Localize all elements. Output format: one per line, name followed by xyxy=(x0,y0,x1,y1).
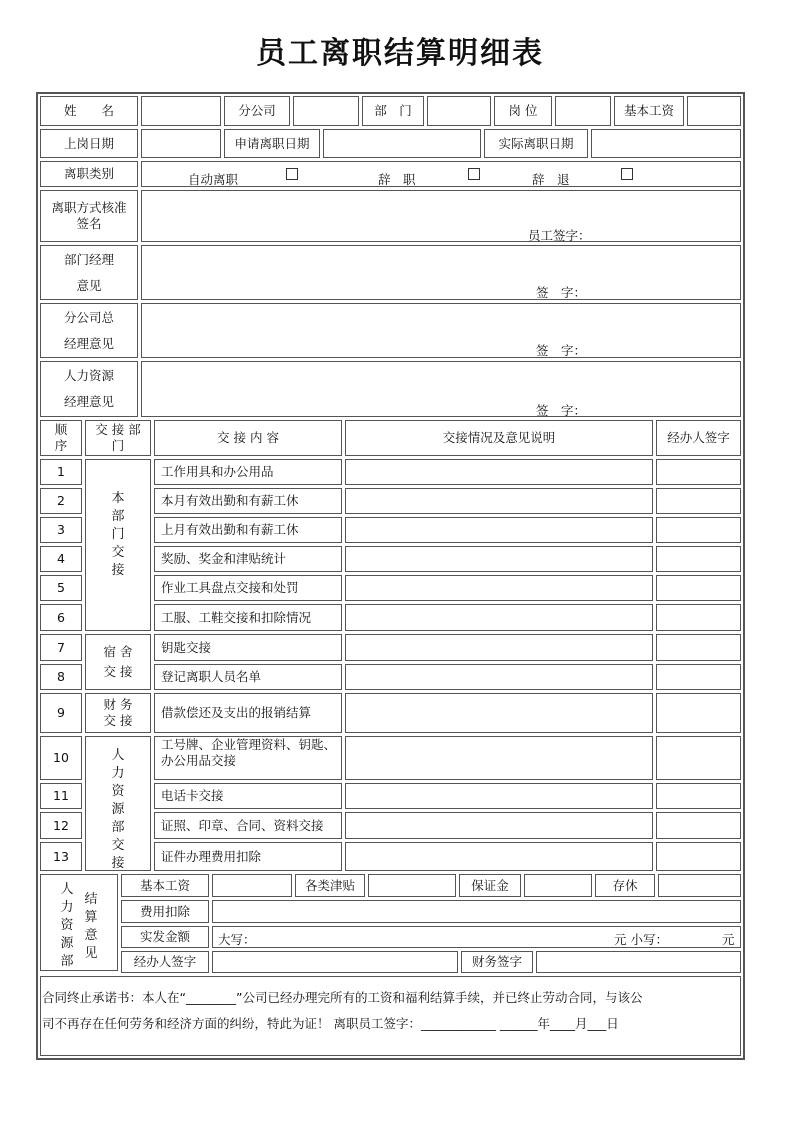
leave-balance-label: 存休 xyxy=(595,874,655,897)
yuan-small-label: 元 小写： xyxy=(614,932,668,947)
option-auto-leave-label: 自动离职 xyxy=(188,172,239,187)
group-dorm-line1: 宿 舍 xyxy=(103,644,133,659)
item-handler-sign-field[interactable] xyxy=(656,842,741,871)
item-content: 钥匙交接 xyxy=(154,634,342,661)
item-content: 登记离职人员名单 xyxy=(154,664,342,690)
hr-manager-label xyxy=(40,361,138,417)
group-finance-handover xyxy=(85,693,151,733)
item-number: 13 xyxy=(40,842,82,871)
item-number: 3 xyxy=(40,517,82,543)
deposit-label: 保证金 xyxy=(459,874,521,897)
start-date-field[interactable] xyxy=(141,129,221,158)
item-content: 工作用具和办公用品 xyxy=(154,459,342,485)
item-content: 上月有效出勤和有薪工休 xyxy=(154,517,342,543)
item-handler-sign-field[interactable] xyxy=(656,546,741,572)
item-number: 2 xyxy=(40,488,82,514)
item-number: 4 xyxy=(40,546,82,572)
group-finance-line1: 财 务 xyxy=(103,697,133,712)
branch-manager-sign-label: 签 字： xyxy=(536,343,587,358)
option-auto-leave-checkbox[interactable] xyxy=(286,168,298,180)
item-number: 10 xyxy=(40,736,82,780)
settlement-label xyxy=(40,874,118,971)
hr-manager-sign-label: 签 字： xyxy=(536,403,587,418)
allowance-field[interactable] xyxy=(368,874,456,897)
yuan-label: 元 xyxy=(722,932,735,947)
item-number: 8 xyxy=(40,664,82,690)
option-resign-checkbox[interactable] xyxy=(468,168,480,180)
item-notes-field[interactable] xyxy=(345,575,653,601)
item-handler-sign-field[interactable] xyxy=(656,488,741,514)
leave-type-label: 离职类别 xyxy=(40,161,138,187)
item-notes-field[interactable] xyxy=(345,517,653,543)
finance-sign-label: 财务签字 xyxy=(461,951,533,973)
item-notes-field[interactable] xyxy=(345,546,653,572)
item-number: 12 xyxy=(40,812,82,839)
name-field[interactable] xyxy=(141,96,221,126)
item-number: 7 xyxy=(40,634,82,661)
settlement-opinion-label: 结算意见 xyxy=(84,892,98,961)
deposit-field[interactable] xyxy=(524,874,592,897)
item-handler-sign-field[interactable] xyxy=(656,575,741,601)
allowance-label: 各类津贴 xyxy=(295,874,365,897)
dept-field[interactable] xyxy=(427,96,491,126)
item-content: 奖励、奖金和津贴统计 xyxy=(154,546,342,572)
item-handler-sign-field[interactable] xyxy=(656,604,741,631)
handover-notes-header: 交接情况及意见说明 xyxy=(345,420,653,456)
settlement-handler-field[interactable] xyxy=(212,951,458,973)
commitment-line-2: 司不再存在任何劳务和经济方面的纠纷，特此为证！ 离职员工签字：____________ ______年____月___日 xyxy=(42,1016,619,1031)
commitment-line-1: 合同终止承诺书：本人在“________”公司已经办理完所有的工资和福利结算手续，并已终止劳动合同，与该公 xyxy=(42,990,643,1005)
dept-manager-sign-label: 签 字： xyxy=(536,285,587,300)
item-handler-sign-field[interactable] xyxy=(656,634,741,661)
item-number: 9 xyxy=(40,693,82,733)
option-resign-label: 辞 职 xyxy=(378,172,416,187)
base-salary-field[interactable] xyxy=(212,874,292,897)
dept-manager-label-line2: 意见 xyxy=(76,277,102,293)
leave-approval-label: 离职方式核准签名 xyxy=(40,190,138,242)
hr-manager-field[interactable] xyxy=(141,361,741,417)
item-content: 证照、印章、合同、资料交接 xyxy=(154,812,342,839)
item-content xyxy=(154,736,342,780)
finance-sign-field[interactable] xyxy=(536,951,741,973)
item-notes-field[interactable] xyxy=(345,736,653,780)
item-notes-field[interactable] xyxy=(345,459,653,485)
item-notes-field[interactable] xyxy=(345,812,653,839)
actual-amount-label: 实发金额 xyxy=(121,926,209,948)
item-handler-sign-field[interactable] xyxy=(656,664,741,690)
item-notes-field[interactable] xyxy=(345,783,653,809)
group-finance-line2: 交 接 xyxy=(103,713,133,728)
capital-amount-label: 大写： xyxy=(218,932,256,947)
item-content: 本月有效出勤和有薪工休 xyxy=(154,488,342,514)
item-handler-sign-field[interactable] xyxy=(656,693,741,733)
group-dorm-line2: 交 接 xyxy=(103,664,133,679)
branch-manager-label-line2: 经理意见 xyxy=(63,335,114,351)
leave-approval-field[interactable] xyxy=(141,190,741,242)
handover-dept-header: 交 接 部 门 xyxy=(85,420,151,456)
item-handler-sign-field[interactable] xyxy=(656,736,741,780)
salary-field[interactable] xyxy=(687,96,741,126)
item-content: 借款偿还及支出的报销结算 xyxy=(154,693,342,733)
deduction-label: 费用扣除 xyxy=(121,900,209,923)
name-label: 姓 名 xyxy=(40,96,138,126)
dept-label: 部 门 xyxy=(362,96,424,126)
base-salary-label: 基本工资 xyxy=(121,874,209,897)
option-dismiss-checkbox[interactable] xyxy=(621,168,633,180)
page-title: 员工离职结算明细表 xyxy=(256,36,544,71)
handler-sign-header: 经办人签字 xyxy=(656,420,741,456)
group-dept-handover xyxy=(85,459,151,631)
seq-header: 顺序 xyxy=(40,420,82,456)
item-content-line1: 工号牌、企业管理资料、钥匙、 xyxy=(161,737,337,752)
salary-label: 基本工资 xyxy=(614,96,684,126)
group-hr-handover-label: 人力资源部交接 xyxy=(111,748,125,871)
dept-manager-label xyxy=(40,245,138,300)
item-notes-field[interactable] xyxy=(345,664,653,690)
branch-manager-label xyxy=(40,303,138,358)
actual-date-label: 实际离职日期 xyxy=(484,129,588,158)
item-number: 11 xyxy=(40,783,82,809)
hr-manager-label-line1: 人力资源 xyxy=(63,368,114,383)
group-hr-handover xyxy=(85,736,151,871)
hr-manager-label-line2: 经理意见 xyxy=(63,394,114,409)
item-content: 证件办理费用扣除 xyxy=(154,842,342,871)
item-content: 工服、工鞋交接和扣除情况 xyxy=(154,604,342,631)
handover-content-header: 交 接 内 容 xyxy=(154,420,342,456)
branch-manager-field[interactable] xyxy=(141,303,741,358)
item-notes-field[interactable] xyxy=(345,634,653,661)
actual-date-field[interactable] xyxy=(591,129,741,158)
item-notes-field[interactable] xyxy=(345,842,653,871)
dept-manager-label-line1: 部门经理 xyxy=(63,251,114,267)
apply-date-label: 申请离职日期 xyxy=(224,129,320,158)
dept-manager-field[interactable] xyxy=(141,245,741,300)
item-notes-field[interactable] xyxy=(345,693,653,733)
branch-manager-label-line1: 分公司总 xyxy=(63,309,114,325)
branch-label: 分公司 xyxy=(224,96,290,126)
item-content: 电话卡交接 xyxy=(154,783,342,809)
item-number: 6 xyxy=(40,604,82,631)
start-date-label: 上岗日期 xyxy=(40,129,138,158)
item-number: 5 xyxy=(40,575,82,601)
apply-date-field[interactable] xyxy=(323,129,481,158)
group-dept-handover-label: 本部门交接 xyxy=(111,491,125,578)
branch-field[interactable] xyxy=(293,96,359,126)
item-content-line2: 办公用品交接 xyxy=(161,753,237,768)
item-handler-sign-field[interactable] xyxy=(656,517,741,543)
group-dorm-handover xyxy=(85,634,151,690)
item-notes-field[interactable] xyxy=(345,604,653,631)
item-number: 1 xyxy=(40,459,82,485)
employee-sign-label: 员工签字： xyxy=(528,228,591,243)
position-label: 岗 位 xyxy=(494,96,552,126)
item-notes-field[interactable] xyxy=(345,488,653,514)
item-handler-sign-field[interactable] xyxy=(656,783,741,809)
item-handler-sign-field[interactable] xyxy=(656,459,741,485)
item-content: 作业工具盘点交接和处罚 xyxy=(154,575,342,601)
settlement-hr-label: 人力资源部 xyxy=(60,882,74,969)
item-handler-sign-field[interactable] xyxy=(656,812,741,839)
deduction-field[interactable] xyxy=(212,900,741,923)
leave-balance-field[interactable] xyxy=(658,874,741,897)
position-field[interactable] xyxy=(555,96,611,126)
option-dismiss-label: 辞 退 xyxy=(532,172,570,187)
settlement-handler-label: 经办人签字 xyxy=(121,951,209,973)
